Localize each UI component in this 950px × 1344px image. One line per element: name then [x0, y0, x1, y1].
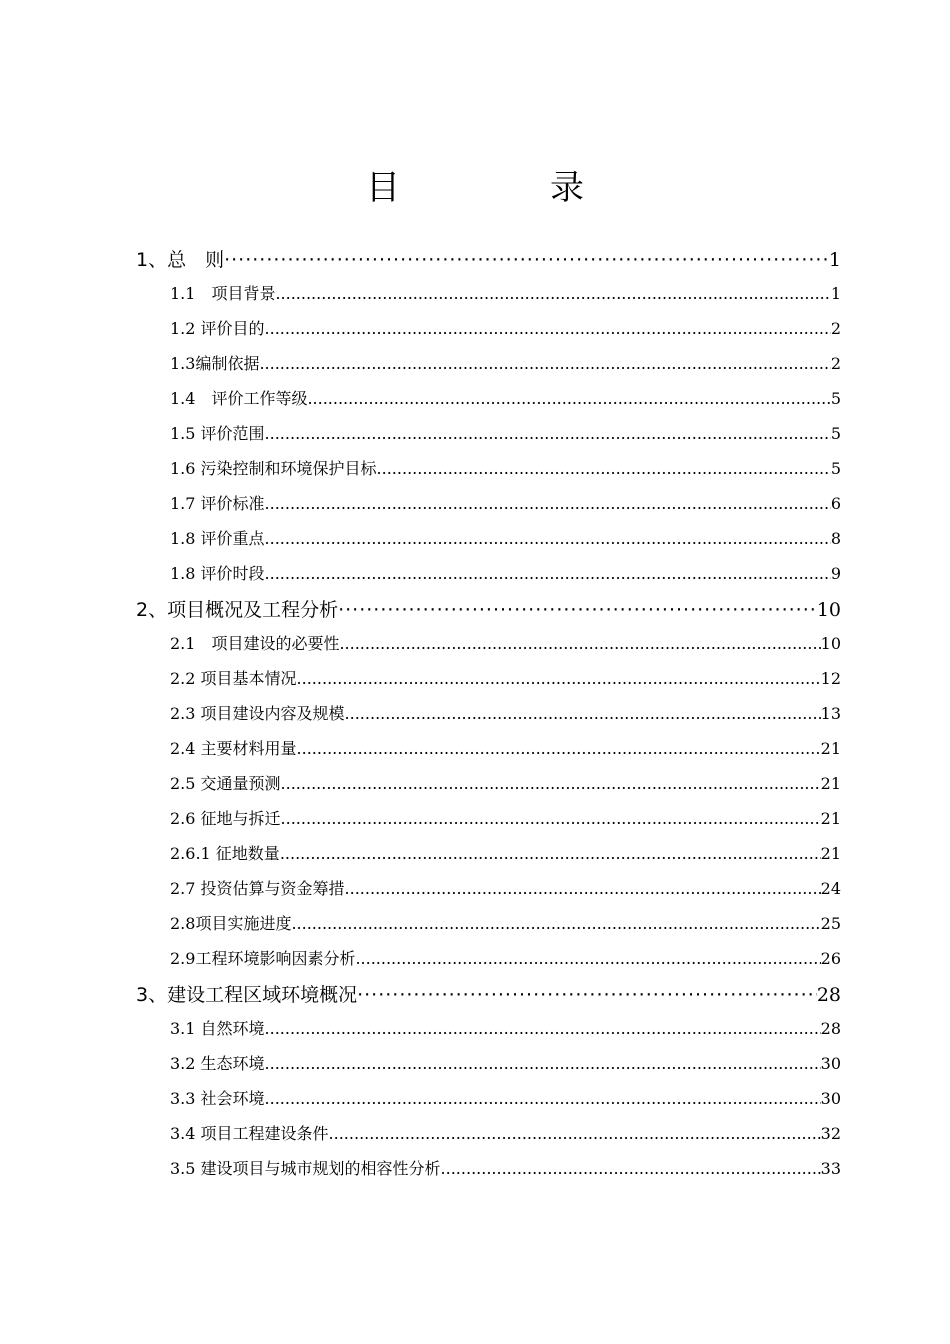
toc-entry-title: 1.5 评价范围 [170, 424, 265, 443]
toc-dot-leader [355, 944, 820, 974]
toc-dot-leader [345, 699, 821, 729]
toc-entry-title: 2.2 项目基本情况 [170, 669, 297, 688]
toc-dot-leader [281, 804, 821, 834]
toc-dot-leader [265, 1049, 821, 1079]
toc-page-number: 26 [820, 949, 841, 968]
toc-page-number: 28 [820, 1019, 841, 1038]
toc-page-number: 30 [820, 1054, 841, 1073]
toc-page-number: 5 [830, 424, 841, 443]
toc-section-entry[interactable] [170, 1154, 841, 1184]
toc-section-entry[interactable] [170, 489, 841, 519]
toc-section-entry[interactable] [170, 699, 841, 729]
toc-dot-leader [265, 419, 831, 449]
toc-page-number: 30 [820, 1089, 841, 1108]
toc-page-number: 8 [830, 529, 841, 548]
toc-page-number: 24 [820, 879, 841, 898]
toc-section-entry[interactable] [170, 384, 841, 414]
toc-entry-title: 3.4 项目工程建设条件 [170, 1124, 329, 1143]
toc-entry-title: 3.1 自然环境 [170, 1019, 265, 1038]
toc-page-number: 13 [820, 704, 841, 723]
toc-section-entry[interactable] [170, 909, 841, 939]
toc-section-entry[interactable] [170, 629, 841, 659]
toc-section-entry[interactable] [170, 314, 841, 344]
toc-entry-title: 1、总 则 [136, 249, 225, 271]
toc-page-number: 28 [816, 984, 841, 1006]
toc-page-number: 9 [830, 564, 841, 583]
toc-page-number: 5 [830, 459, 841, 478]
toc-page-number: 10 [816, 599, 841, 621]
toc-entry-title: 2.4 主要材料用量 [170, 739, 297, 758]
toc-section-entry[interactable] [170, 454, 841, 484]
toc-dot-leader [265, 1084, 821, 1114]
toc-entry-title: 2.7 投资估算与资金筹措 [170, 879, 345, 898]
toc-page-number: 32 [820, 1124, 841, 1143]
toc-chapter-entry[interactable] [136, 979, 841, 1011]
toc-page-number: 1 [830, 284, 841, 303]
toc-entry-title: 2.3 项目建设内容及规模 [170, 704, 345, 723]
toc-dot-leader [224, 244, 829, 276]
toc-dot-leader [259, 349, 830, 379]
toc-dot-leader [441, 1154, 821, 1184]
toc-section-entry[interactable] [170, 1049, 841, 1079]
toc-dot-leader [377, 454, 831, 484]
toc-page-number: 33 [820, 1159, 841, 1178]
toc-section-entry[interactable] [170, 279, 841, 309]
toc-dot-leader [265, 524, 831, 554]
toc-entry-title: 1.2 评价目的 [170, 319, 265, 338]
toc-entry-title: 1.7 评价标准 [170, 494, 265, 513]
toc-dot-leader [265, 314, 831, 344]
toc-section-entry[interactable] [170, 804, 841, 834]
toc-entry-title: 1.6 污染控制和环境保护目标 [170, 459, 377, 478]
toc-page-number: 5 [830, 389, 841, 408]
toc-section-entry[interactable] [170, 839, 841, 869]
toc-entry-title: 2、项目概况及工程分析 [136, 599, 339, 621]
toc-dot-leader [307, 384, 830, 414]
toc-entry-title: 2.9工程环境影响因素分析 [170, 949, 356, 968]
toc-dot-leader [357, 979, 817, 1011]
toc-section-entry[interactable] [170, 349, 841, 379]
toc-section-entry[interactable] [170, 1014, 841, 1044]
toc-page-number: 12 [820, 669, 841, 688]
toc-entry-title: 3.5 建设项目与城市规划的相容性分析 [170, 1159, 441, 1178]
toc-entry-title: 2.6.1 征地数量 [170, 844, 280, 863]
toc-page-number: 10 [820, 634, 841, 653]
toc-page-number: 6 [830, 494, 841, 513]
toc-dot-leader [329, 1119, 821, 1149]
toc-dot-leader [339, 629, 820, 659]
toc-section-entry[interactable] [170, 524, 841, 554]
toc-dot-leader [345, 874, 821, 904]
toc-page-number: 21 [820, 809, 841, 828]
toc-section-entry[interactable] [170, 1119, 841, 1149]
toc-section-entry[interactable] [170, 734, 841, 764]
toc-entry-title: 1.3编制依据 [170, 354, 260, 373]
toc-page-number: 2 [830, 354, 841, 373]
toc-entry-title: 3、建设工程区域环境概况 [136, 984, 358, 1006]
toc-dot-leader [281, 769, 821, 799]
toc-entry-title: 2.8项目实施进度 [170, 914, 292, 933]
toc-section-entry[interactable] [170, 944, 841, 974]
toc-page-number: 21 [820, 844, 841, 863]
toc-entry-title: 3.2 生态环境 [170, 1054, 265, 1073]
toc-entry-title: 1.1 项目背景 [170, 284, 276, 303]
toc-dot-leader [338, 594, 817, 626]
toc-section-entry[interactable] [170, 664, 841, 694]
toc-section-entry[interactable] [170, 769, 841, 799]
toc-page-number: 25 [820, 914, 841, 933]
toc-page-number: 21 [820, 739, 841, 758]
toc-dot-leader [265, 489, 831, 519]
toc-section-entry[interactable] [170, 1084, 841, 1114]
toc-dot-leader [297, 734, 821, 764]
toc-entry-title: 1.4 评价工作等级 [170, 389, 308, 408]
toc-section-entry[interactable] [170, 419, 841, 449]
toc-entry-title: 2.5 交通量预测 [170, 774, 281, 793]
toc-entry-title: 2.6 征地与拆迁 [170, 809, 281, 828]
toc-entry-title: 1.8 评价重点 [170, 529, 265, 548]
toc-chapter-entry[interactable] [136, 244, 841, 276]
toc-dot-leader [297, 664, 821, 694]
toc-dot-leader [265, 1014, 821, 1044]
toc-dot-leader [280, 839, 821, 869]
toc-section-entry[interactable] [170, 874, 841, 904]
toc-dot-leader [275, 279, 830, 309]
toc-chapter-entry[interactable] [136, 594, 841, 626]
toc-page-number: 2 [830, 319, 841, 338]
toc-entry-title: 1.8 评价时段 [170, 564, 265, 583]
toc-entry-title: 3.3 社会环境 [170, 1089, 265, 1108]
toc-dot-leader [291, 909, 820, 939]
toc-dot-leader [265, 559, 831, 589]
toc-entry-title: 2.1 项目建设的必要性 [170, 634, 340, 653]
toc-page-number: 1 [828, 249, 841, 271]
toc-page-number: 21 [820, 774, 841, 793]
page-title: 目 录 [366, 168, 642, 208]
toc-section-entry[interactable] [170, 559, 841, 589]
